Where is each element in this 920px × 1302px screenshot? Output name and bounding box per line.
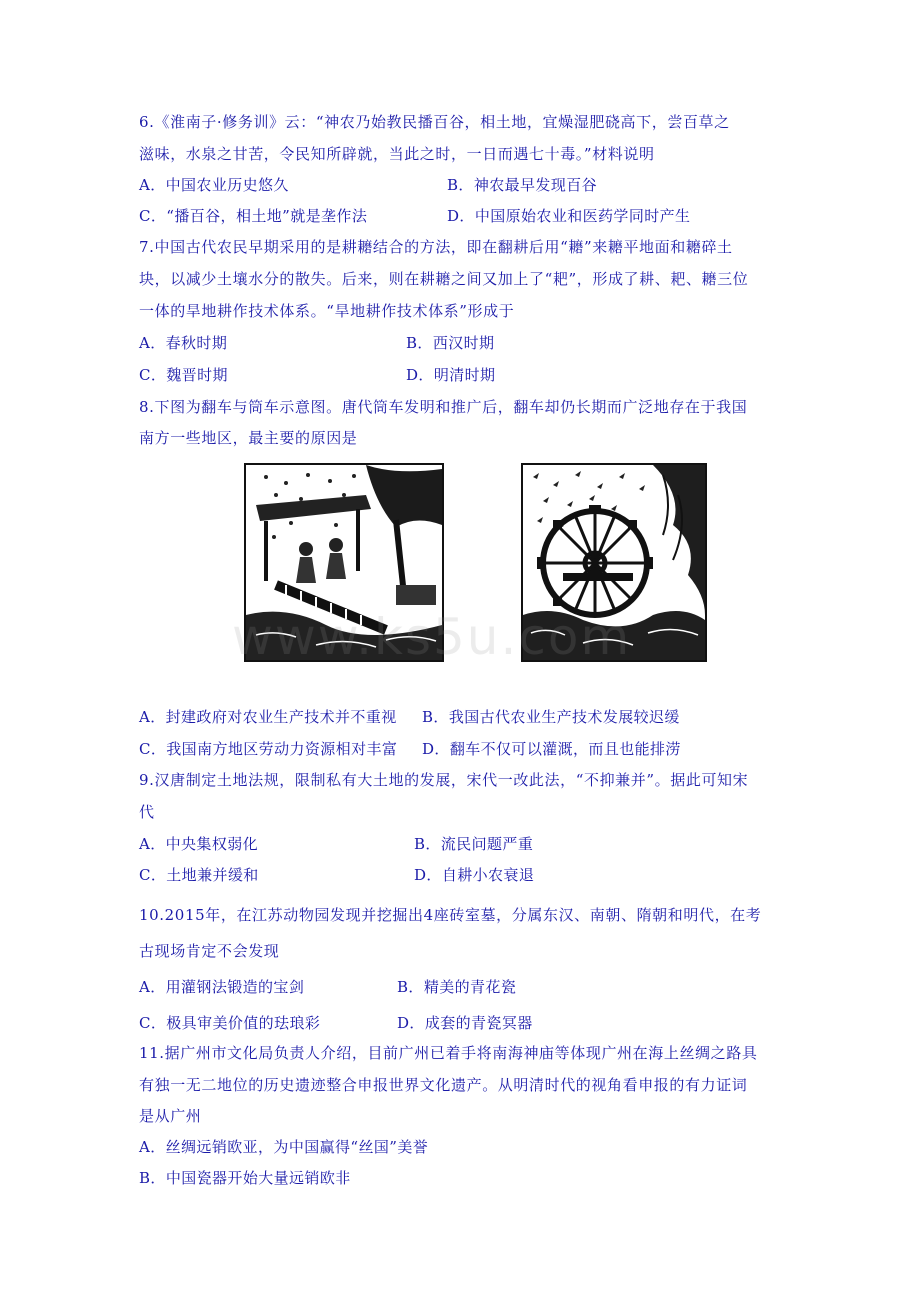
q6-stem-line2: 滋味，水泉之甘苦，令民知所辟就，当此之时，一日而遇七十毒。”材料说明 bbox=[139, 145, 655, 163]
q8-stem-line2: 南方一些地区，最主要的原因是 bbox=[139, 429, 358, 447]
q6-option-c: C．“播百谷，相土地”就是垄作法 bbox=[139, 207, 368, 225]
q10-stem-line2: 古现场肯定不会发现 bbox=[139, 942, 280, 960]
q10-option-a: A．用灌钢法锻造的宝剑 bbox=[139, 978, 305, 996]
q9-option-a: A．中央集权弱化 bbox=[139, 835, 259, 853]
q6-option-d: D．中国原始农业和医药学同时产生 bbox=[447, 207, 691, 225]
q9-stem-line1: 9.汉唐制定土地法规，限制私有大土地的发展，宋代一改此法，“不抑兼并”。据此可知宋 bbox=[139, 771, 749, 789]
q8-stem-line1: 8.下图为翻车与筒车示意图。唐代筒车发明和推广后，翻车却仍长期而广泛地存在于我国 bbox=[139, 398, 748, 416]
q9-option-d: D．自耕小农衰退 bbox=[414, 866, 535, 884]
q11-option-b: B．中国瓷器开始大量远销欧非 bbox=[139, 1169, 351, 1187]
q7-option-b: B．西汉时期 bbox=[406, 334, 495, 352]
q11-stem-line3: 是从广州 bbox=[139, 1107, 202, 1125]
q9-option-c: C．土地兼并缓和 bbox=[139, 866, 259, 884]
q7-stem-line2: 块，以减少土壤水分的散失。后来，则在耕耱之间又加上了“耙”，形成了耕、耙、耱三位 bbox=[139, 270, 749, 288]
q11-stem-line2: 有独一无二地位的历史遗迹整合申报世界文化遗产。从明清时代的视角看申报的有力证词 bbox=[139, 1076, 748, 1094]
q9-stem-line2: 代 bbox=[139, 803, 155, 821]
q7-stem-line1: 7.中国古代农民早期采用的是耕耱结合的方法，即在翻耕后用“耱”来耱平地面和耱碎土 bbox=[139, 238, 733, 256]
q6-option-b: B．神农最早发现百谷 bbox=[447, 176, 598, 194]
watermark: www.ks5u.com bbox=[232, 608, 632, 666]
q6-stem-line1: 6.《淮南子·修务训》云：“神农乃始教民播百谷，相土地，宜燥湿肥硗高下，尝百草之 bbox=[139, 113, 730, 131]
q7-option-c: C．魏晋时期 bbox=[139, 366, 228, 384]
q8-option-c: C．我国南方地区劳动力资源相对丰富 bbox=[139, 740, 398, 758]
q7-option-d: D．明清时期 bbox=[406, 366, 496, 384]
q10-option-b: B．精美的青花瓷 bbox=[397, 978, 517, 996]
q11-option-a: A．丝绸远销欧亚，为中国赢得“丝国”美誉 bbox=[139, 1138, 429, 1156]
q9-option-b: B．流民问题严重 bbox=[414, 835, 534, 853]
q10-option-d: D．成套的青瓷冥器 bbox=[397, 1014, 533, 1032]
q10-stem-line1: 10.2015年，在江苏动物园发现并挖掘出4座砖室墓，分属东汉、南朝、隋朝和明代，在考 bbox=[139, 906, 762, 924]
q8-option-d: D．翻车不仅可以灌溉，而且也能排涝 bbox=[422, 740, 681, 758]
q10-option-c: C．极具审美价值的珐琅彩 bbox=[139, 1014, 321, 1032]
q6-option-a: A．中国农业历史悠久 bbox=[139, 176, 289, 194]
q8-option-a: A．封建政府对农业生产技术并不重视 bbox=[139, 708, 397, 726]
q7-option-a: A．春秋时期 bbox=[139, 334, 228, 352]
q11-stem-line1: 11.据广州市文化局负责人介绍，目前广州已着手将南海神庙等体现广州在海上丝绸之路具 bbox=[139, 1044, 758, 1062]
q8-option-b: B．我国古代农业生产技术发展较迟缓 bbox=[422, 708, 680, 726]
q7-stem-line3: 一体的旱地耕作技术体系。“旱地耕作技术体系”形成于 bbox=[139, 302, 515, 320]
